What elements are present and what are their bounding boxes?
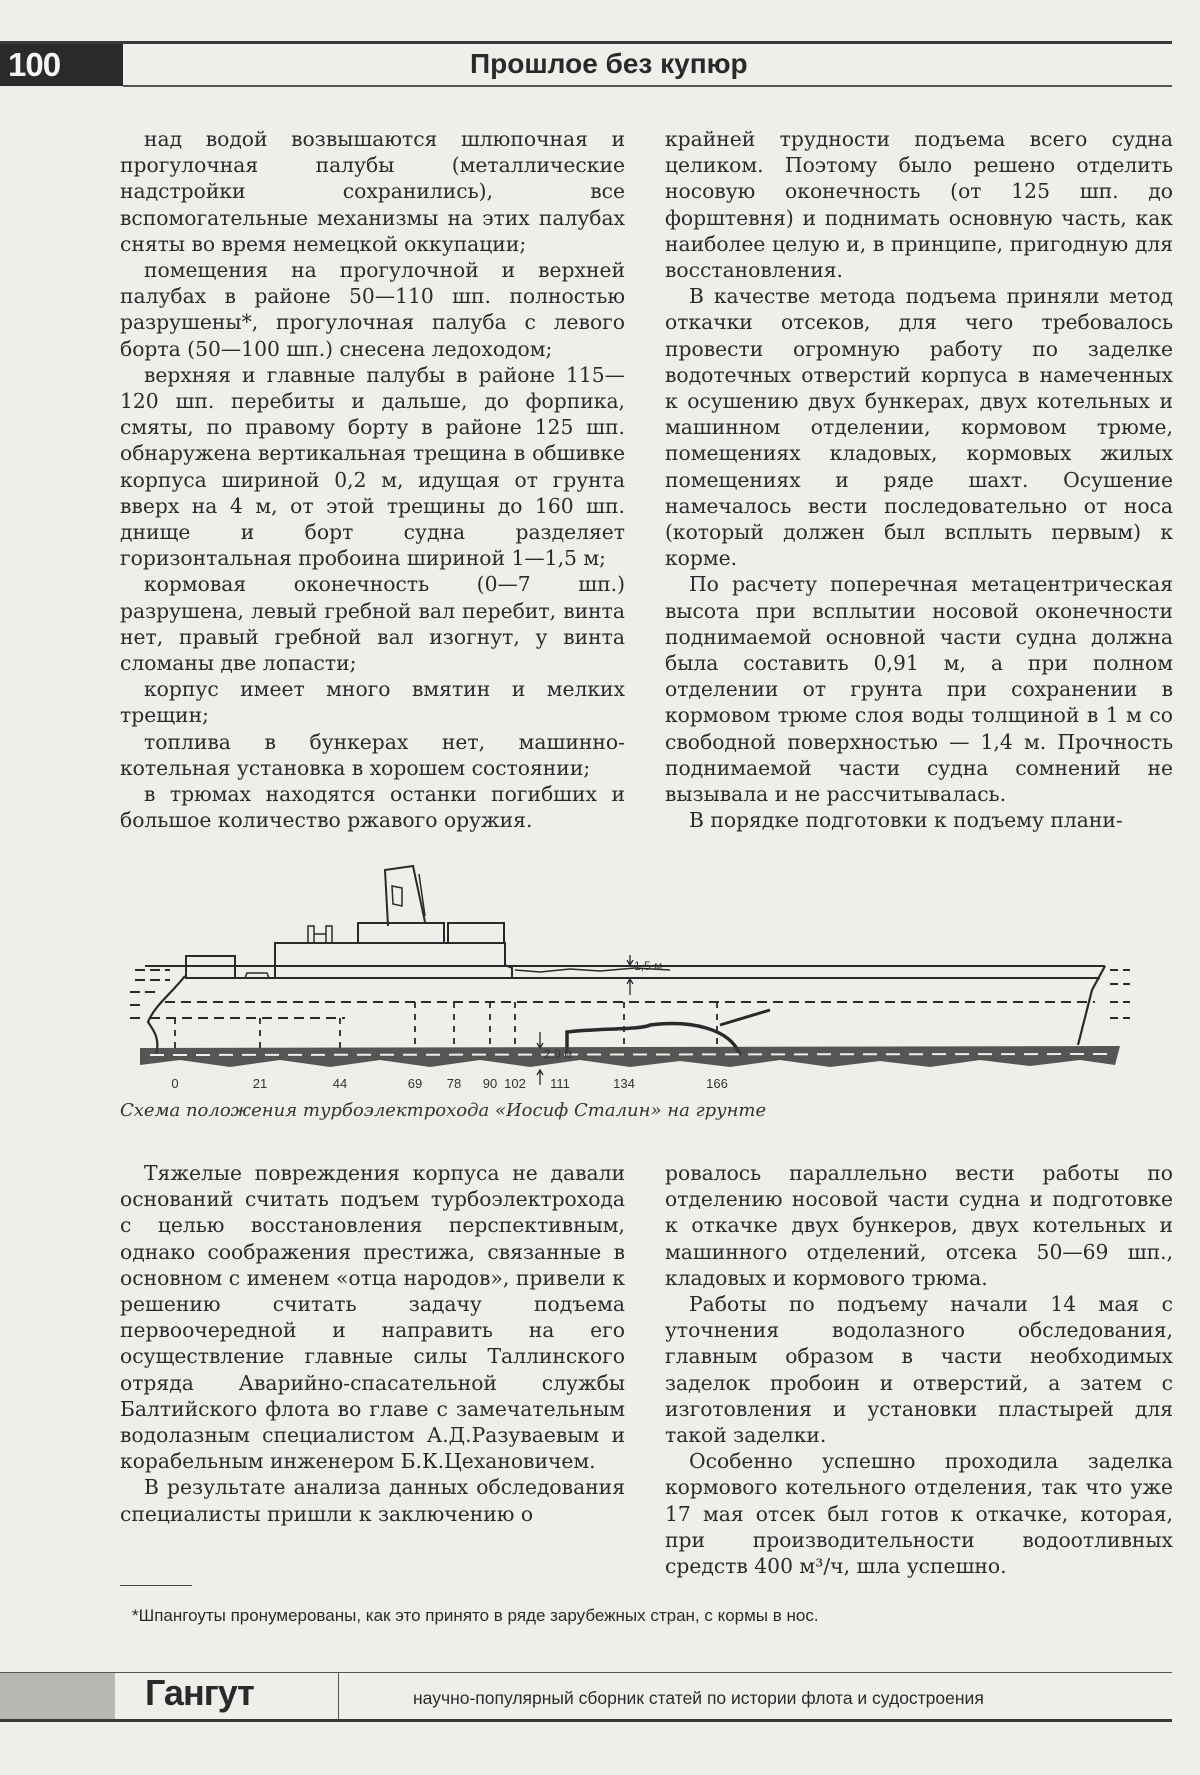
paragraph: В результате анализа данных обследования специалисты пришли к заключению о [120, 1475, 625, 1526]
dim-label-upper: 1,5 м [634, 959, 663, 973]
paragraph: Работы по подъему начали 14 мая с уточнения водолазного обследования, главным образом в части необходимых заделок пробоин и отверстий, а затем с изготовления и установки пластырей для такой заделки. [665, 1292, 1173, 1448]
paragraph: верхняя и главные палубы в районе 115—120 шп. перебиты и дальше, до форпика, смяты, по правому борту в районе 125 шп. обнаружена вертикальная трещина в обшивке корпуса шириной 0,2 м, идущая от грунта вверх на 4 м, от этой трещины до 160 шп. днище и борт судна разделяет горизонтальная пробоина шириной 1—1,5 м; [120, 362, 625, 571]
page-number: 100 [8, 46, 61, 83]
frame-label: 44 [332, 1076, 348, 1091]
boat-deck-block-2 [448, 923, 504, 943]
paragraph: в трюмах находятся останки погибших и большое количество ржавого оружия. [120, 782, 625, 833]
boat-deck-small [308, 926, 332, 943]
frame-labels [171, 1076, 727, 1091]
ship-diagram [130, 860, 1130, 1100]
paragraph: ровалось параллельно вести работы по отделению носовой части судна и подготовке к откачке двух бункеров, двух котельных и машинного отделений, отсека 50—69 шп., кладовых и кормового трюма. [665, 1161, 1173, 1290]
promenade-deck [275, 943, 512, 977]
boat-deck-block-1 [358, 923, 444, 943]
figure-caption: Схема положения турбоэлектрохода «Иосиф Сталин» на грунте [120, 1100, 767, 1121]
stern-profile [148, 976, 185, 1055]
column-bottom-left [120, 1160, 625, 1527]
section-title: Прошлое без купюр [470, 48, 748, 79]
frame-label: 78 [446, 1076, 462, 1091]
frame-label: 166 [706, 1076, 728, 1091]
paragraph: По расчету поперечная метацентрическая высота при всплытии носовой оконечности поднимаемой основной части судна должна была составить 0,91 м, а при полном отделении от грунта при сохранении в кормовом трюме слоя воды толщиной в 1 м со свободной поверхностью — 1,4 м. Прочность поднимаемой части судна сомнений не вызывала и не рассчитывалась. [665, 572, 1173, 807]
paragraph: помещения на прогулочной и верхней палубах в районе 50—110 шп. полностью разрушены*, прогулочная палуба с левого борта (50—100 шп.) снесена ледоходом; [120, 258, 625, 361]
footer-bottom-rule [0, 1719, 1172, 1722]
column-top-left [120, 126, 625, 833]
paragraph: кормовая оконечность (0—7 шп.) разрушена, левый гребной вал перебит, винта нет, правый гребной вал изогнут, у винта сломаны две лопасти; [120, 572, 625, 676]
footer-gray-block [0, 1673, 115, 1719]
ship-diagram-svg [130, 860, 1130, 1100]
paragraph: В порядке подготовки к подъему плани- [689, 808, 1123, 833]
frame-label: 0 [171, 1076, 179, 1091]
dim-arrow-upper [627, 955, 633, 995]
dim-label-lower: 2,0 м [544, 1047, 573, 1061]
paragraph: над водой возвышаются шлюпочная и прогулочная палубы (металлические надстройки сохранились), все вспомогательные механизмы на этих палубах сняты во время немецкой оккупации; [120, 127, 625, 256]
header-bottom-rule [123, 85, 1172, 87]
footnote: *Шпангоуты пронумерованы, как это принято в ряде зарубежных стран, с кормы в нос. [132, 1606, 819, 1625]
frame-label: 69 [407, 1076, 423, 1091]
column-bottom-right [665, 1160, 1173, 1579]
frame-label: 111 [550, 1076, 570, 1091]
frame-label: 102 [504, 1076, 526, 1091]
seabed [140, 1046, 1120, 1067]
frame-label: 90 [482, 1076, 498, 1091]
bow-crack [720, 1010, 770, 1025]
paragraph: Особенно успешно проходила заделка кормового котельного отделения, так что уже 17 мая отсек был готов к откачке, которая, при производительности водоотливных средств 400 м³/ч, шла успешно. [665, 1449, 1173, 1579]
paragraph: крайней трудности подъема всего судна целиком. Поэтому было решено отделить носовую оконечность (от 125 шп. до форштевня) и поднимать основную часть, как наиболее целую и, в принципе, пригодную для восстановления. [665, 127, 1173, 283]
footer-divider [338, 1673, 339, 1720]
footnote-rule [120, 1585, 192, 1586]
water-dashes-left [130, 970, 170, 1018]
footer-tagline: научно-популярный сборник статей по истории флота и судостроения [413, 1688, 984, 1708]
footer-logo: Гангут [145, 1672, 254, 1713]
column-top-right [665, 126, 1173, 833]
frame-label: 134 [613, 1076, 635, 1091]
paragraph: Тяжелые повреждения корпуса не давали оснований считать подъем турбоэлектрохода с целью восстановления перспективным, однако соображения престижа, связанные в основном с именем «отца народов», привели к решению считать задачу подъема первоочередной и направить на его осуществление главные силы Таллинского отряда Аварийно-спасательной службы Балтийского флота во главе с замечательным водолазным специалистом А.Д.Разуваевым и корабельным инженером Б.К.Цехановичем. [120, 1161, 625, 1474]
header-top-rule [0, 41, 1172, 44]
frame-label: 21 [252, 1076, 268, 1091]
water-dashes-right [1110, 970, 1130, 1018]
paragraph: корпус имеет много вмятин и мелких трещин; [120, 677, 625, 728]
page-number-box [0, 44, 123, 86]
paragraph: топлива в бункерах нет, машинно-котельная установка в хорошем состоянии; [120, 729, 625, 780]
paragraph: В качестве метода подъема приняли метод откачки отсеков, для чего требовалось провести огромную работу по заделке водотечных отверстий корпуса в намеченных к осушению двух бункерах, двух котельных и машинном отделении, кормовом трюме, помещениях кладовых, кормовых жилых помещениях и ряде шахт. Осушение намечалось вести последовательно от носа (который должен был всплыть первым) к корме. [665, 284, 1173, 571]
